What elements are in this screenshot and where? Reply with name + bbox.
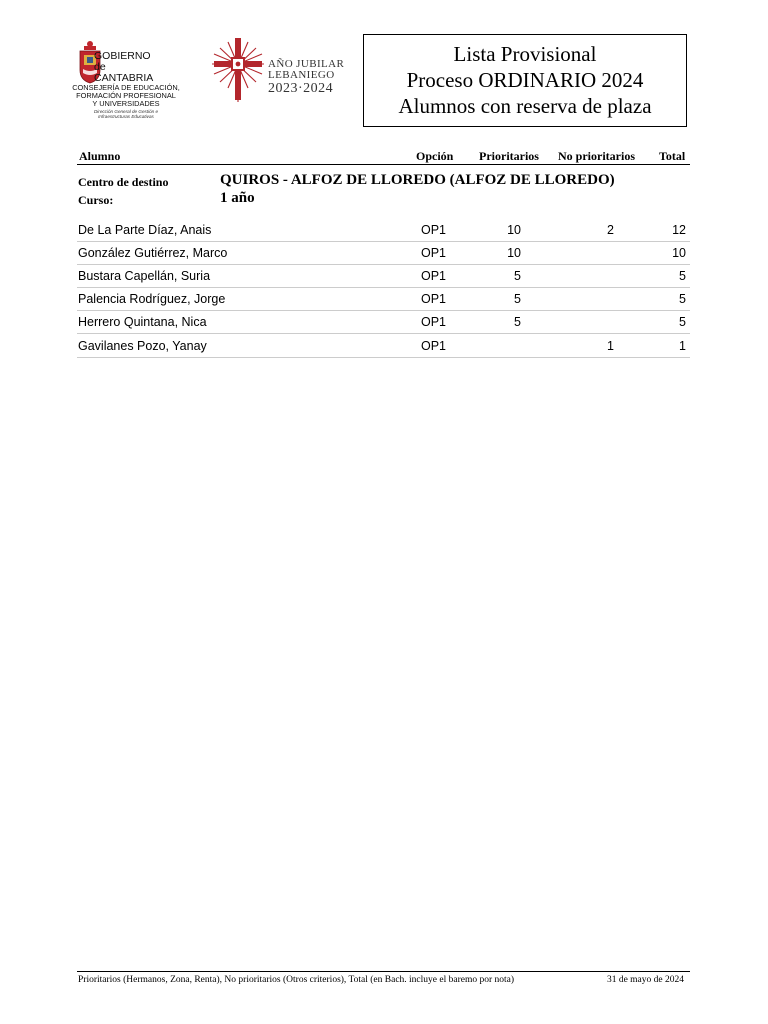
consejeria-line2: FORMACIÓN PROFESIONAL — [76, 91, 176, 101]
student-prioritarios: 5 — [514, 292, 521, 306]
consejeria-line3: Y UNIVERSIDADES — [92, 99, 160, 109]
jubilar-line1: AÑO JUBILAR — [268, 58, 345, 70]
title-line3: Alumnos con reserva de plaza — [398, 94, 652, 118]
student-name: Bustara Capellán, Suria — [78, 269, 211, 283]
column-header-opcion: Opción — [416, 149, 454, 163]
student-prioritarios: 10 — [507, 246, 521, 260]
student-prioritarios: 5 — [514, 269, 521, 283]
jubilar-wordmark — [268, 59, 344, 97]
student-prioritarios: 10 — [507, 223, 521, 237]
table-row — [77, 310, 690, 334]
footer-note: Prioritarios (Hermanos, Zona, Renta), No prioritarios (Otros criterios), Total (en Bach. incluye el baremo por nota) — [78, 975, 515, 985]
title-box — [363, 34, 687, 127]
centro-value: QUIROS - ALFOZ DE LLOREDO (ALFOZ DE LLOREDO) — [220, 172, 615, 188]
column-header-alumno: Alumno — [79, 149, 121, 163]
centro-label: Centro de destino — [78, 175, 169, 189]
curso-value: 1 año — [220, 190, 255, 206]
student-prioritarios: 5 — [514, 315, 521, 329]
student-opcion: OP1 — [421, 269, 447, 283]
ano-jubilar-logo — [210, 38, 360, 104]
student-total: 5 — [679, 315, 686, 329]
student-total: 12 — [672, 223, 686, 237]
student-opcion: OP1 — [421, 246, 447, 260]
column-header-total: Total — [659, 149, 686, 163]
gobierno-line2: de — [94, 61, 106, 73]
title-line1: Lista Provisional — [453, 42, 597, 66]
column-header-no-prioritarios: No prioritarios — [558, 149, 635, 163]
gobierno-line3: CANTABRIA — [94, 72, 154, 84]
consejeria-line1: CONSEJERÍA DE EDUCACIÓN, — [72, 83, 180, 92]
footer-date: 31 de mayo de 2024 — [606, 975, 684, 985]
student-total: 1 — [679, 339, 686, 353]
table-row — [77, 241, 690, 265]
direccion-line2: Infraestructuras Educativas — [98, 113, 154, 119]
consejeria-text — [70, 84, 182, 119]
student-name: Palencia Rodríguez, Jorge — [78, 292, 226, 306]
jubilar-years: 2023·2024 — [268, 81, 334, 96]
student-name: Herrero Quintana, Nica — [78, 315, 207, 329]
student-opcion: OP1 — [421, 292, 447, 306]
table-row — [77, 287, 690, 311]
table-row — [77, 334, 690, 358]
jubilar-line2: LEBANIEGO — [268, 69, 335, 81]
gobierno-wordmark — [94, 51, 153, 84]
curso-label: Curso: — [78, 193, 114, 207]
student-opcion: OP1 — [421, 223, 447, 237]
gobierno-cantabria-logo — [70, 38, 182, 124]
student-no-prioritarios: 1 — [607, 339, 614, 353]
table-row — [77, 218, 690, 242]
student-total: 10 — [672, 246, 686, 260]
student-opcion: OP1 — [421, 339, 447, 353]
student-opcion: OP1 — [421, 315, 447, 329]
student-name: González Gutiérrez, Marco — [78, 246, 228, 260]
column-header-prioritarios: Prioritarios — [479, 149, 539, 163]
footer-divider — [77, 971, 690, 972]
student-name: Gavilanes Pozo, Yanay — [78, 339, 207, 353]
student-total: 5 — [679, 269, 686, 283]
gobierno-line1: GOBIERNO — [94, 50, 151, 62]
title-line2: Proceso ORDINARIO 2024 — [406, 68, 644, 92]
header-divider — [77, 164, 690, 165]
direccion-line1: Dirección General de Gestión e — [93, 108, 159, 114]
student-total: 5 — [679, 292, 686, 306]
student-name: De La Parte Díaz, Anais — [78, 223, 212, 237]
student-no-prioritarios: 2 — [607, 223, 614, 237]
jubilar-cross-icon — [210, 38, 268, 104]
table-row — [77, 264, 690, 288]
